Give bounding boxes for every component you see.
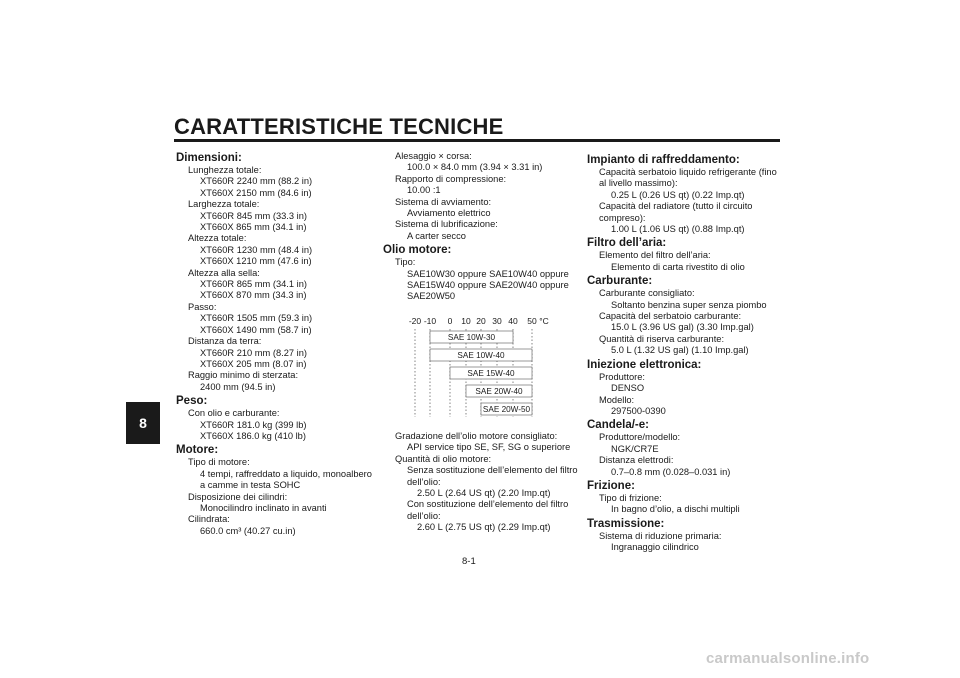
viscosity-grade-label: SAE 15W-40	[467, 368, 515, 378]
fuel-value: Soltanto benzina super senza piombo	[611, 299, 767, 310]
tick-label: 40	[508, 315, 518, 326]
page-title: CARATTERISTICHE TECNICHE	[174, 114, 504, 139]
turning-radius-label: Raggio minimo di sterzata:	[188, 370, 299, 381]
air-filter-label: Elemento del filtro dell’aria:	[599, 250, 711, 261]
watermark: carmanualsonline.info	[706, 650, 870, 667]
coolant-reservoir-value: 0.25 L (0.26 US qt) (0.22 Imp.qt)	[611, 189, 745, 200]
oil-quantity-label: Quantità di olio motore:	[395, 453, 492, 464]
turning-radius-value: 2400 mm (94.5 in)	[200, 381, 276, 392]
starting-label: Sistema di avviamento:	[395, 196, 492, 207]
width-x: XT660X 865 mm (34.1 in)	[200, 222, 307, 233]
engine-oil-heading: Olio motore:	[383, 244, 452, 257]
viscosity-grade-label: SAE 10W-40	[457, 350, 505, 360]
radiator-capacity-label: Capacità del radiatore (tutto il circuito compreso):	[599, 201, 753, 223]
air-filter-heading: Filtro dell’aria:	[587, 237, 667, 250]
oil-qty-filter-value: 2.60 L (2.75 US qt) (2.29 Imp.qt)	[417, 522, 551, 533]
clearance-r: XT660R 210 mm (8.27 in)	[200, 347, 307, 358]
lubrication-label: Sistema di lubrificazione:	[395, 219, 498, 230]
viscosity-grade-label: SAE 10W-30	[447, 332, 496, 342]
chapter-tab: 8	[126, 402, 160, 444]
clearance-label: Distanza da terra:	[188, 336, 262, 347]
oil-grade-label: Gradazione dell’olio motore consigliato:	[395, 430, 558, 441]
engine-type-value: 4 tempi, raffreddato a liquido, monoalbero a camme in testa SOHC	[200, 468, 372, 491]
starting-value: Avviamento elettrico	[407, 208, 491, 219]
coolant-reservoir-label: Capacità serbatoio liquido refrigerante (fino al livello massimo):	[599, 167, 777, 189]
tank-value: 15.0 L (3.96 US gal) (3.30 Imp.gal)	[611, 322, 754, 333]
manufacturer-label: Produttore:	[599, 371, 645, 382]
engine-type-label: Tipo di motore:	[188, 457, 250, 468]
model-value: 297500-0390	[611, 405, 666, 416]
length-x: XT660X 2150 mm (84.6 in)	[200, 187, 312, 198]
tick-label: 50	[527, 315, 537, 326]
displacement-label: Cilindrata:	[188, 514, 230, 525]
length-r: XT660R 2240 mm (88.2 in)	[200, 176, 313, 187]
tick-label: -20	[408, 315, 422, 326]
reserve-label: Quantità di riserva carburante:	[599, 333, 725, 344]
clutch-value: In bagno d’olio, a dischi multipli	[611, 504, 740, 515]
spark-plug-value: NGK/CR7E	[611, 443, 659, 454]
compression-label: Rapporto di compressione:	[395, 173, 507, 184]
tick-label: -10	[423, 315, 437, 326]
tick-label: 10	[461, 315, 471, 326]
tick-label: 30	[492, 315, 502, 326]
displacement-value: 660.0 cm³ (40.27 cu.in)	[200, 525, 296, 536]
air-filter-value: Elemento di carta rivestito di olio	[611, 261, 745, 272]
oil-qty-nofilter-label: Senza sostituzione dell’elemento del filtro dell’olio:	[407, 465, 578, 487]
plug-gap-label: Distanza elettrodi:	[599, 455, 674, 466]
transmission-heading: Trasmissione:	[587, 517, 665, 530]
tank-label: Capacità del serbatoio carburante:	[599, 311, 742, 322]
primary-reduction-value: Ingranaggio cilindrico	[611, 542, 699, 553]
manufacturer-value: DENSO	[611, 383, 645, 394]
oil-type-value: SAE10W30 oppure SAE10W40 oppure SAE15W40 oppure SAE20W40 oppure SAE20W50	[407, 268, 569, 302]
oil-type-label: Tipo:	[395, 257, 416, 268]
page-number: 8-1	[462, 556, 476, 567]
cylinder-label: Disposizione dei cilindri:	[188, 491, 288, 502]
lubrication-value: A carter secco	[407, 230, 466, 241]
wheelbase-r: XT660R 1505 mm (59.3 in)	[200, 313, 313, 324]
column-1	[176, 150, 376, 537]
column-3	[587, 152, 785, 554]
width-r: XT660R 845 mm (33.3 in)	[200, 210, 307, 221]
oil-viscosity-chart	[383, 309, 581, 421]
radiator-capacity-value: 1.00 L (1.06 US qt) (0.88 Imp.qt)	[611, 224, 745, 235]
height-x: XT660X 1210 mm (47.6 in)	[200, 256, 312, 267]
reserve-value: 5.0 L (1.32 US gal) (1.10 Imp.gal)	[611, 345, 749, 356]
weight-r: XT660R 181.0 kg (399 lb)	[200, 419, 307, 430]
compression-value: 10.00 :1	[407, 185, 441, 196]
spark-plug-heading: Candela/-e:	[587, 419, 649, 432]
wheelbase-x: XT660X 1490 mm (58.7 in)	[200, 324, 312, 335]
wheelbase-label: Passo:	[188, 301, 217, 312]
title-rule	[174, 139, 780, 142]
seat-height-label: Altezza alla sella:	[188, 267, 260, 278]
plug-gap-value: 0.7–0.8 mm (0.028–0.031 in)	[611, 466, 731, 477]
dimensions-heading: Dimensioni:	[176, 152, 242, 164]
cylinder-value: Monocilindro inclinato in avanti	[200, 502, 327, 513]
bore-stroke-label: Alesaggio × corsa:	[395, 151, 472, 161]
unit-label: °C	[539, 315, 549, 326]
clearance-x: XT660X 205 mm (8.07 in)	[200, 358, 307, 369]
viscosity-grade-label: SAE 20W-40	[475, 386, 523, 396]
viscosity-grade-label: SAE 20W-50	[482, 404, 531, 414]
oil-qty-nofilter-value: 2.50 L (2.64 US qt) (2.20 Imp.qt)	[417, 487, 551, 498]
oil-grade-value: API service tipo SE, SF, SG o superiore	[407, 442, 571, 453]
weight-x: XT660X 186.0 kg (410 lb)	[200, 430, 306, 441]
clutch-heading: Frizione:	[587, 479, 635, 492]
length-label: Lunghezza totale:	[188, 165, 262, 175]
clutch-label: Tipo di frizione:	[599, 492, 662, 503]
bore-stroke-value: 100.0 × 84.0 mm (3.94 × 3.31 in)	[407, 162, 543, 173]
cooling-heading: Impianto di raffreddamento:	[587, 154, 740, 166]
primary-reduction-label: Sistema di riduzione primaria:	[599, 530, 722, 541]
oil-viscosity-chart-svg	[383, 309, 581, 421]
weight-heading: Peso:	[176, 395, 208, 408]
fuel-label: Carburante consigliato:	[599, 288, 695, 299]
height-r: XT660R 1230 mm (48.4 in)	[200, 244, 313, 255]
injection-heading: Iniezione elettronica:	[587, 358, 702, 371]
oil-qty-filter-label: Con sostituzione dell’elemento del filtro dell’olio:	[407, 499, 569, 521]
fuel-heading: Carburante:	[587, 275, 653, 288]
tick-label: 0	[447, 315, 453, 326]
column-2	[383, 151, 581, 534]
seat-height-x: XT660X 870 mm (34.3 in)	[200, 290, 307, 301]
seat-height-r: XT660R 865 mm (34.1 in)	[200, 279, 307, 290]
height-label: Altezza totale:	[188, 233, 247, 244]
width-label: Larghezza totale:	[188, 199, 260, 210]
tick-label: 20	[476, 315, 486, 326]
model-label: Modello:	[599, 394, 635, 405]
engine-heading: Motore:	[176, 444, 219, 457]
weight-label: Con olio e carburante:	[188, 408, 280, 419]
spark-plug-label: Produttore/modello:	[599, 432, 681, 443]
